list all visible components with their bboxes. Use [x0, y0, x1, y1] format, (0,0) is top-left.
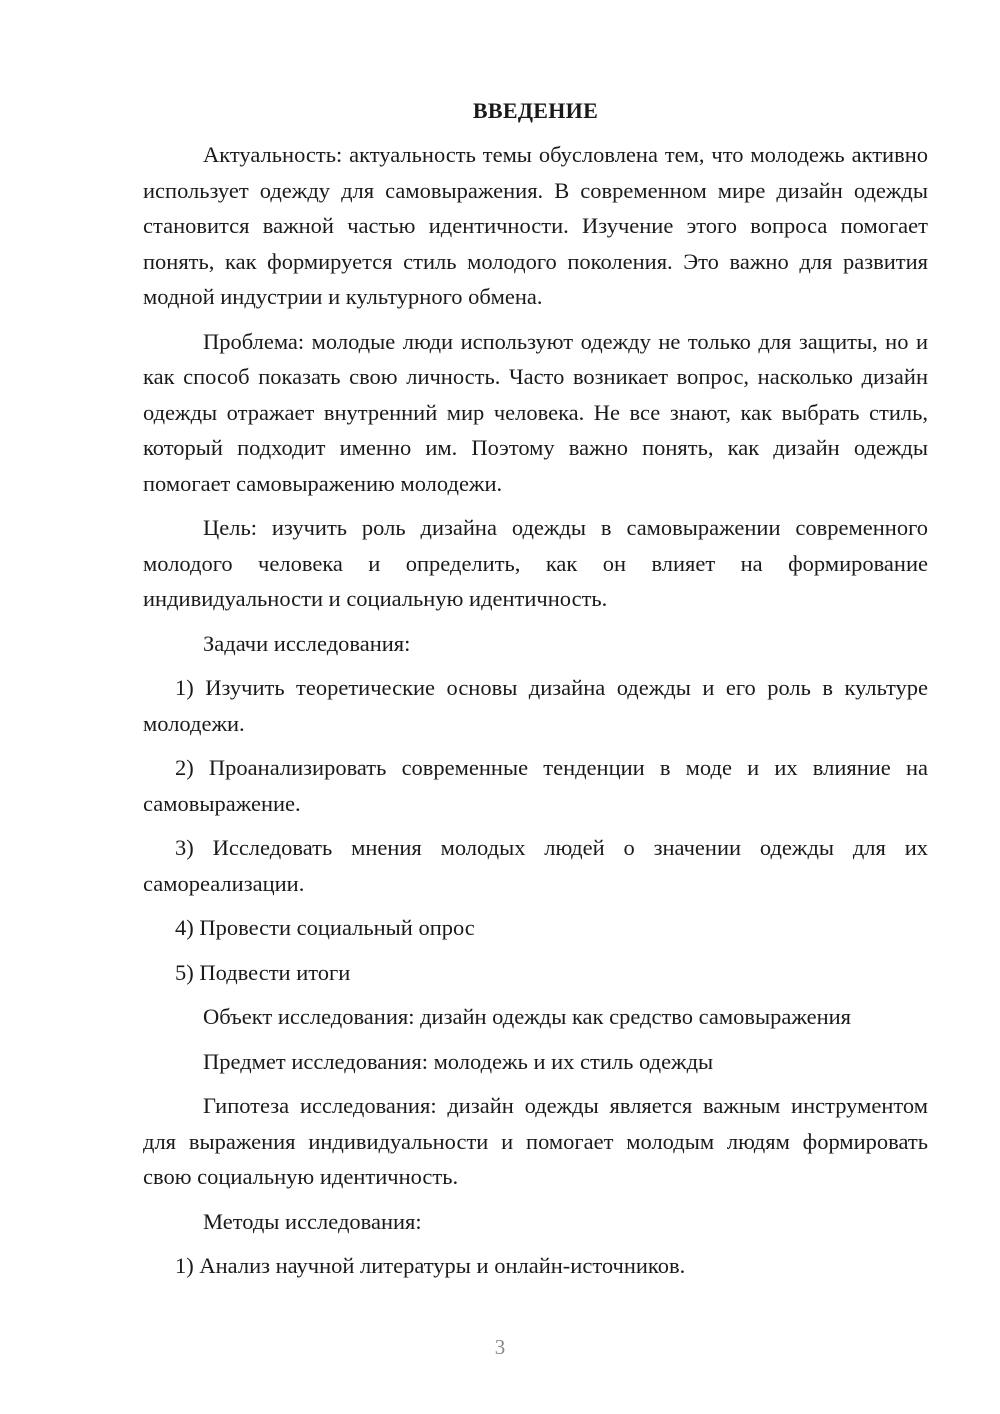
paragraph-tasks-heading: Задачи исследования: [203, 630, 411, 656]
section-title: ВВЕДЕНИЕ [472, 98, 599, 123]
list-item-task-3: 3) Исследовать мнения молодых людей о значении одежды для их самореализации. [143, 835, 928, 896]
list-item-task-2: 2) Проанализировать современные тенденции в моде и их влияние на самовыражение. [143, 755, 928, 816]
paragraph-hypothesis: Гипотеза исследования: дизайн одежды является важным инструментом для выражения индивидуальности и помогает молодым людям формировать свою социальную идентичность. [143, 1093, 928, 1189]
list-item-task-5: 5) Подвести итоги [175, 959, 351, 985]
page-number: 3 [494, 1335, 506, 1359]
paragraph-relevance: Актуальность: актуальность темы обусловлена тем, что молодежь активно использует одежду для самовыражения. В современном мире дизайн одежды становится важной частью идентичности. Изучение этого вопроса помогает понять, как формируется стиль молодого поколения. Это важно для развития модной индустрии и культурного обмена. [143, 142, 928, 309]
paragraph-methods-heading: Методы исследования: [203, 1208, 422, 1234]
document-page [143, 96, 928, 1284]
paragraph-goal: Цель: изучить роль дизайна одежды в самовыражении современного молодого человека и определить, как он влияет на формирование индивидуальности и социальную идентичность. [143, 515, 928, 611]
list-item-task-4: 4) Провести социальный опрос [175, 915, 475, 940]
paragraph-subject: Предмет исследования: молодежь и их стиль одежды [203, 1048, 714, 1074]
paragraph-problem: Проблема: молодые люди используют одежду не только для защиты, но и как способ показать свою личность. Часто возникает вопрос, насколько дизайн одежды отражает внутренний мир человека. Не все знают, как выбрать стиль, который подходит именно им. Поэтому важно понять, как дизайн одежды помогает самовыражению молодежи. [143, 328, 928, 496]
list-item-task-1: 1) Изучить теоретические основы дизайна одежды и его роль в культуре молодежи. [143, 675, 928, 736]
paragraph-object: Объект исследования: дизайн одежды как средство самовыражения [203, 1004, 851, 1029]
list-item-method-1: 1) Анализ научной литературы и онлайн-источников. [175, 1253, 686, 1278]
